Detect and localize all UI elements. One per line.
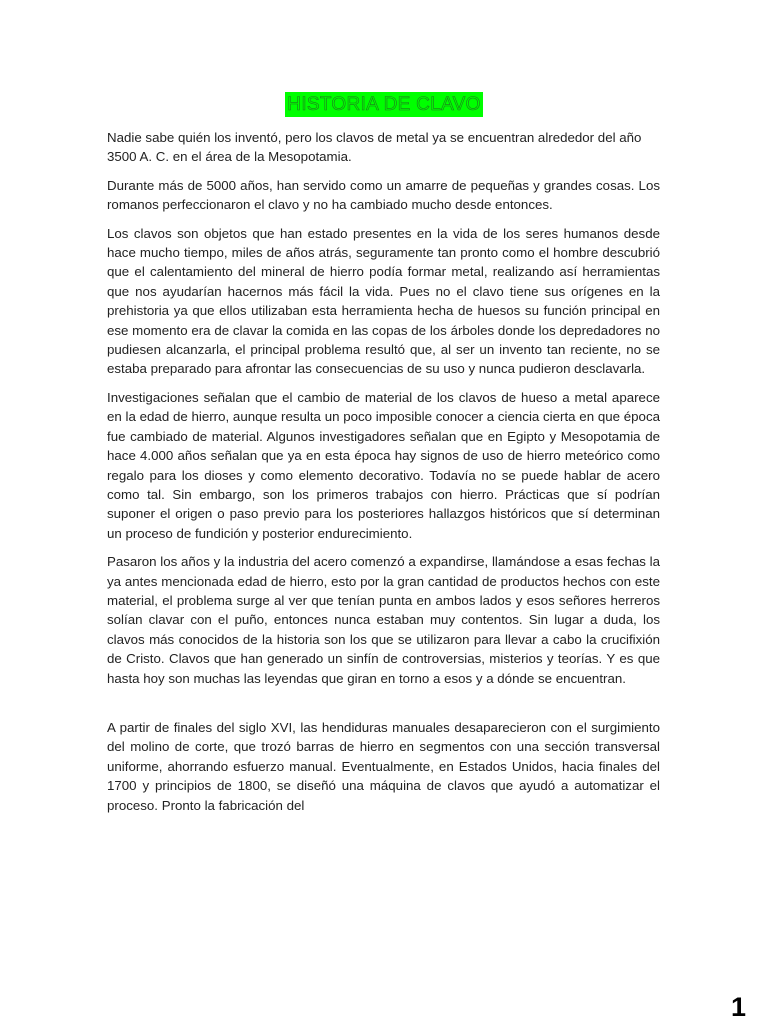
body-text bbox=[107, 128, 660, 824]
paragraph-1: Nadie sabe quién los inventó, pero los clavos de metal ya se encuentran alrededor del año 3500 A. C. en el área de la Mesopotamia. bbox=[107, 130, 642, 165]
paragraph-4: Investigaciones señalan que el cambio de material de los clavos de hueso a metal aparece en la edad de hierro, aunque resulta un poco imposible conocer a ciencia cierta en que época fue cambiado de material. Algunos investigadores señalan que en Egipto y Mesopotamia de hace 4.000 años señalan que ya en esta época hay signos de uso de hierro meteórico como regalo para los dioses y como elemento decorativo. Todavía no se puede hablar de acero como tal. Sin embargo, son los primeros trabajos con hierro. Prácticas que sí podrían suponer el origen o paso previo para los posteriores hallazgos históricos que sí determinan un proceso de fundición y posterior endurecimiento. bbox=[107, 389, 660, 541]
paragraph-2: Durante más de 5000 años, han servido como un amarre de pequeñas y grandes cosas. Los romanos perfeccionaron el clavo y no ha cambiado mucho desde entonces. bbox=[107, 177, 660, 213]
title-container bbox=[0, 92, 768, 117]
paragraph-3: Los clavos son objetos que han estado presentes en la vida de los seres humanos desde hace mucho tiempo, miles de años atrás, seguramente tan pronto como el hombre descubrió que el calentamiento del mineral de hierro podía formar metal, realizando así herramientas que nos ayudarían hacernos más fácil la vida. Pues no el clavo tiene sus orígenes en la prehistoria ya que ellos utilizaban esta herramienta hecha de huesos su función principal en ese momento era de clavar la comida en las copas de los árboles donde los depredadores no pudiesen alcanzarla, el principal problema resultó que, al ser un invento tan reciente, no se estaba preparado para afrontar las consecuencias de su uso y nunca pudieron desclavarla. bbox=[107, 225, 660, 377]
paragraph-6: A partir de finales del siglo XVI, las hendiduras manuales desaparecieron con el surgimiento del molino de corte, que trozó barras de hierro en segmentos con una sección transversal uniforme, ahorrando esfuerzo manual. Eventualmente, en Estados Unidos, hacia finales del 1700 y principios de 1800, se diseñó una máquina de clavos que ayudó a automatizar el proceso. Pronto la fabricación del bbox=[107, 719, 660, 813]
paragraph-5: Pasaron los años y la industria del acero comenzó a expandirse, llamándose a esas fechas la ya antes mencionada edad de hierro, esto por la gran cantidad de productos hechos con este material, el problema surge al ver que tenían punta en ambos lados y esos señores herreros solían clavar con el puño, entonces nunca estaban muy contentos. Sin lugar a duda, los clavos más conocidos de la historia son los que se utilizaron para llevar a cabo la crucifixión de Cristo. Clavos que han generado un sinfín de controversias, misterios y teorías. Y es que hasta hoy son muchas las leyendas que giran en torno a esos y a dónde se encuentran. bbox=[107, 554, 660, 686]
page-title: HISTORIA DE CLAVO bbox=[287, 94, 481, 115]
page-number: 1 bbox=[730, 992, 746, 1022]
